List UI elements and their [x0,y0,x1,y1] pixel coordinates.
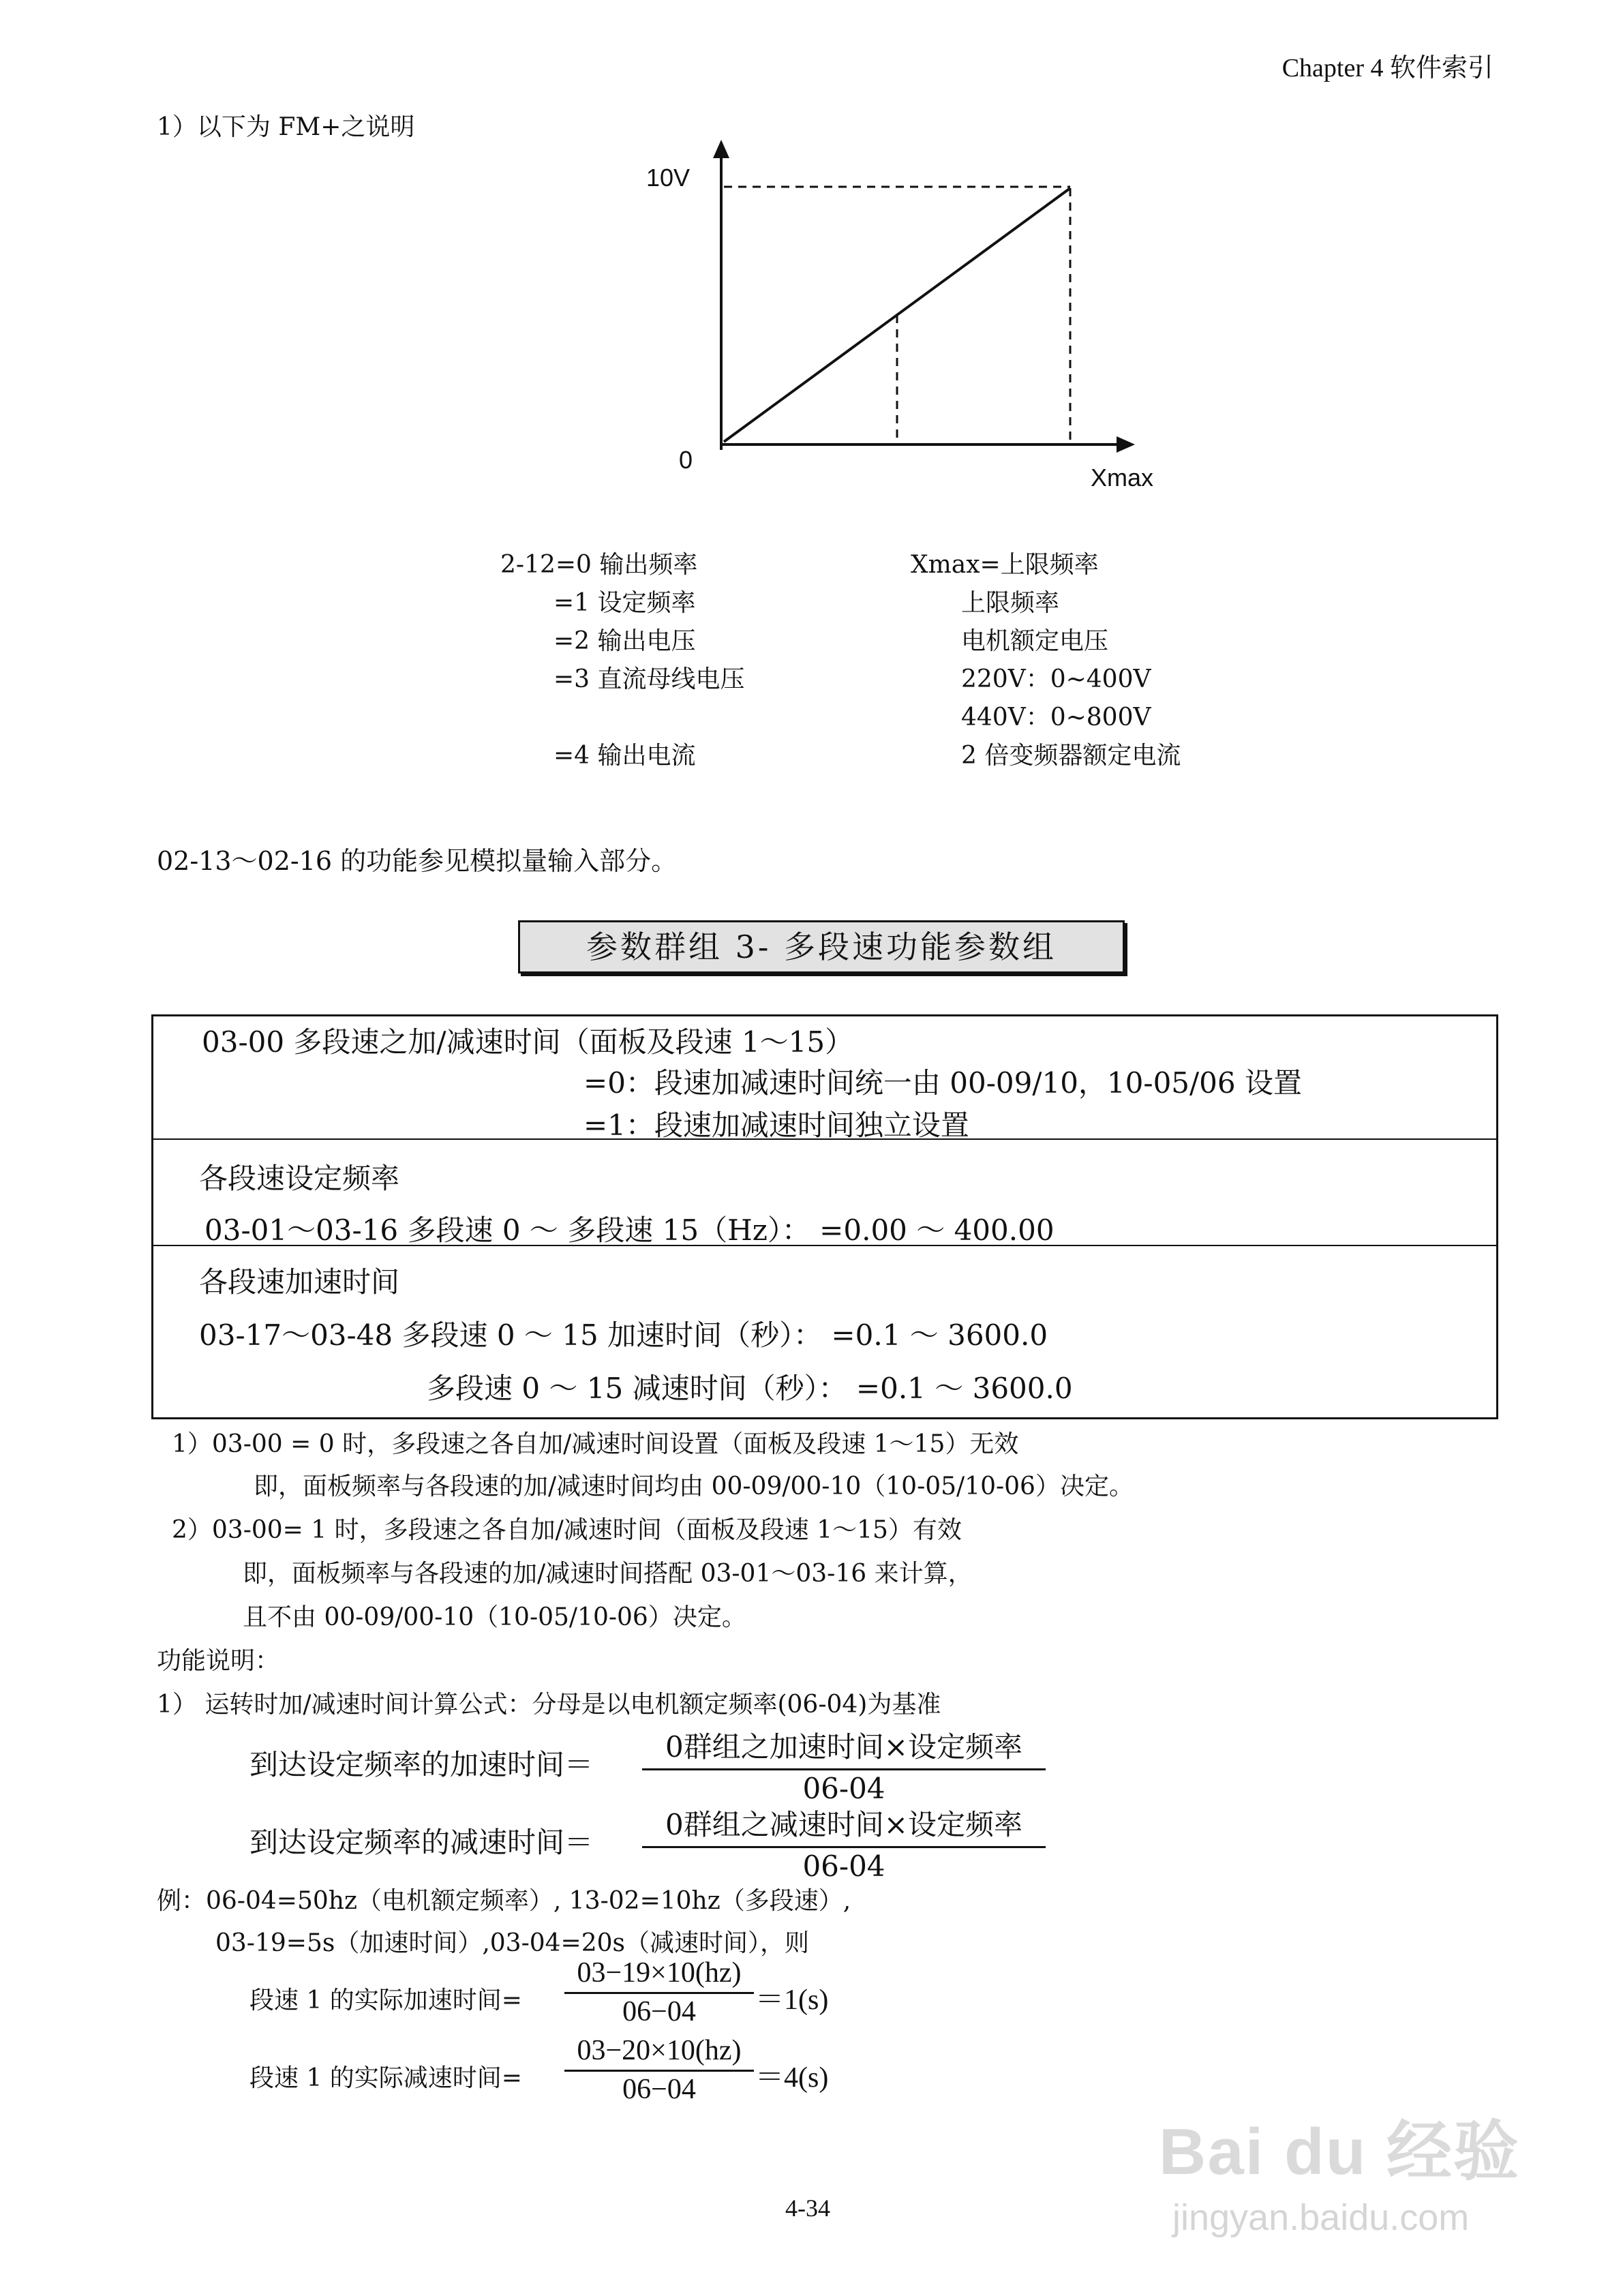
watermark-logo: Bai du 经验 [1159,2115,1521,2188]
table-r1-line3: =1：段速加减速时间独立设置 [583,1108,969,1142]
chapter-header: Chapter 4 软件索引 [1281,54,1493,82]
note-2: 2）03-00= 1 时，多段速之各自加/减速时间（面板及段速 1～15）有效 [172,1516,962,1544]
example-line2: 03-19=5s（加速时间）,03-04=20s（减速时间），则 [215,1929,809,1957]
example-line1: 例：06-04=50hz（电机额定频率）, 13-02=10hz（多段速）, [157,1887,851,1915]
example-dec-denominator: 06−04 [622,2074,696,2105]
table-r2-title: 各段速设定频率 [199,1162,400,1195]
fm-output-graph [0,0,1623,518]
setting-left-3: =3 直流母线电压 [553,665,745,693]
formula-dec-left: 到达设定频率的减速时间＝ [249,1826,594,1859]
table-r1-line1: 03-00 多段速之加/减速时间（面板及段速 1～15） [202,1025,854,1059]
table-r3-line1: 03-17～03-48 多段速 0 ～ 15 加速时间（秒）： =0.1 ～ 3600.0 [199,1318,1048,1352]
note-0213: 02-13～02-16 的功能参见模拟量输入部分。 [157,846,678,876]
group-title-box [518,920,1125,973]
setting-right-0: Xmax=上限频率 [911,551,1099,579]
formula-dec-denominator: 06-04 [802,1849,885,1883]
formula-acc-numerator: 0群组之加速时间×设定频率 [642,1725,1046,1770]
graph-y-top-label: 10V [646,164,691,192]
example-acc-left: 段速 1 的实际加速时间= [249,1987,522,2014]
formula-acc-left: 到达设定频率的加速时间＝ [249,1748,594,1781]
formula-acc-denominator: 06-04 [802,1772,885,1805]
graph-x-label: Xmax [1091,464,1154,492]
setting-left-5: =4 输出电流 [553,742,696,770]
function-heading: 功能说明： [157,1647,280,1675]
setting-left-1: =1 设定频率 [553,589,696,617]
setting-left-0: 2-12=0 输出频率 [500,551,698,579]
table-r1-line2: =0：段速加减速时间统一由 00-09/10，10-05/06 设置 [583,1066,1302,1100]
example-dec-result: ＝4(s) [755,2062,829,2094]
graph-origin-label: 0 [679,446,693,474]
setting-right-1: 上限频率 [961,589,1060,617]
example-acc-numerator: 03−19×10(hz) [564,1957,754,1994]
note-1: 1）03-00 = 0 时，多段速之各自加/减速时间设置（面板及段速 1～15）无效 [172,1430,1019,1458]
setting-right-5: 2 倍变频器额定电流 [961,742,1181,770]
watermark-url: jingyan.baidu.com [1172,2197,1470,2238]
example-dec-left: 段速 1 的实际减速时间= [249,2064,522,2092]
page-number: 4-34 [785,2194,830,2222]
setting-right-3: 220V：0~400V [961,665,1151,693]
example-acc-denominator: 06−04 [622,1996,696,2027]
example-acc-result: ＝1(s) [755,1984,829,2016]
setting-right-2: 电机额定电压 [961,627,1109,655]
note-1b: 即，面板频率与各段速的加/减速时间均由 00-09/00-10（10-05/10-06）决定。 [254,1472,1134,1500]
table-r3-line2: 多段速 0 ～ 15 减速时间（秒）： =0.1 ～ 3600.0 [427,1372,1073,1405]
setting-right-4: 440V：0~800V [961,704,1151,731]
table-r2-line: 03-01～03-16 多段速 0 ～ 多段速 15（Hz）： =0.00 ～ 400.00 [204,1213,1055,1247]
note-2b: 即，面板频率与各段速的加/减速时间搭配 03-01～03-16 来计算， [243,1560,973,1588]
group-title: 参数群组 3- 多段速功能参数组 [586,928,1057,965]
intro-line: 1）以下为 FM+之说明 [157,113,415,141]
setting-left-2: =2 输出电压 [553,627,696,655]
formula-acc-fraction [642,1725,1046,1805]
example-acc-fraction [564,1957,754,2028]
formula-dec-numerator: 0群组之减速时间×设定频率 [642,1802,1046,1848]
example-dec-fraction [564,2034,754,2106]
formula-dec-fraction [642,1802,1046,1883]
example-dec-numerator: 03−20×10(hz) [564,2034,754,2072]
table-r3-title: 各段速加速时间 [199,1265,400,1299]
note-2c: 且不由 00-09/00-10（10-05/10-06）决定。 [243,1603,746,1631]
function-1: 1） 运转时加/减速时间计算公式：分母是以电机额定频率(06-04)为基准 [157,1691,941,1719]
